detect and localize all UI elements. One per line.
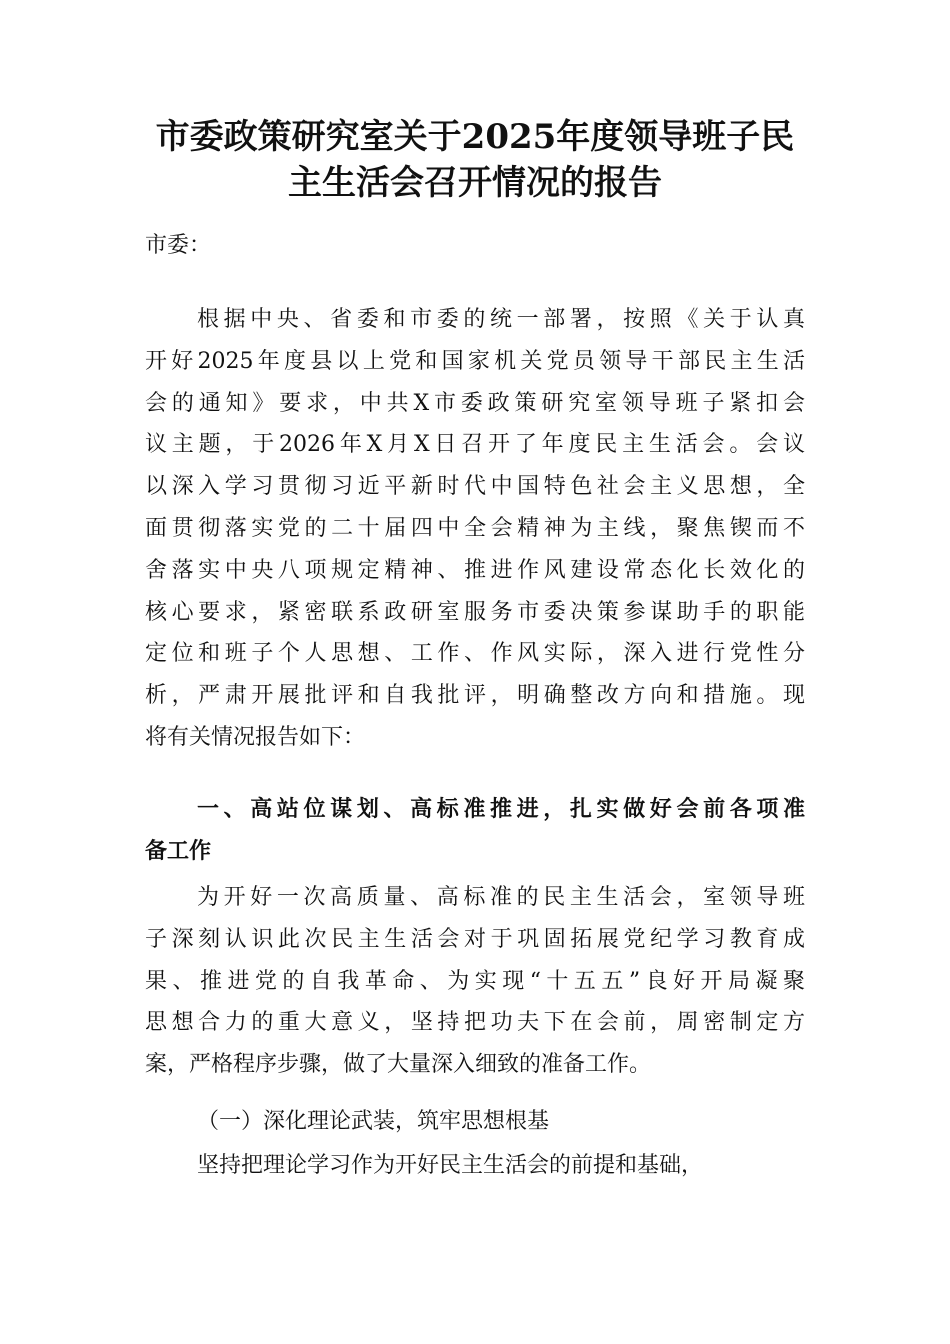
paragraph-line: 以深入学习贯彻习近平新时代中国特色社会主义思想，全: [145, 474, 805, 500]
section-heading-line: 一、高站位谋划、高标准推进，扎实做好会前各项准: [197, 797, 805, 822]
paragraph-line: 舍落实中央八项规定精神、推进作风建设常态化长效化的: [145, 557, 805, 583]
paragraph-line: 开好2025年度县以上党和国家机关党员领导干部民主生活: [145, 348, 805, 374]
paragraph-line: 根据中央、省委和市委的统一部署，按照《关于认真: [197, 307, 805, 332]
document-title: [140, 114, 810, 206]
paragraph-line: 将有关情况报告如下：: [145, 725, 366, 750]
paragraph-line: 果、推进党的自我革命、为实现“十五五”良好开局凝聚: [145, 968, 805, 994]
paragraph-line: 案，严格程序步骤，做了大量深入细致的准备工作。: [145, 1052, 652, 1078]
title-line: 市委政策研究室关于2025年度领导班子民: [155, 117, 795, 157]
section-heading-line: 备工作: [145, 838, 212, 864]
salutation: 市委：: [145, 233, 212, 258]
paragraph-line: 思想合力的重大意义，坚持把功夫下在会前，周密制定方: [145, 1010, 805, 1036]
paragraph-line: 析，严肃开展批评和自我批评，明确整改方向和措施。现: [145, 683, 805, 709]
paragraph-line: 会的通知》要求，中共X市委政策研究室领导班子紧扣会: [145, 390, 805, 416]
paragraph-line: 核心要求，紧密联系政研室服务市委决策参谋助手的职能: [145, 599, 805, 625]
title-line: 主生活会召开情况的报告: [288, 163, 662, 203]
subsection-heading: （一）深化理论武装，筑牢思想根基: [197, 1109, 550, 1134]
paragraph-line: 坚持把理论学习作为开好民主生活会的前提和基础，: [197, 1153, 704, 1178]
paragraph-line: 为开好一次高质量、高标准的民主生活会，室领导班: [197, 885, 805, 910]
paragraph-line: 子深刻认识此次民主生活会对于巩固拓展党纪学习教育成: [145, 926, 805, 952]
paragraph-line: 面贯彻落实党的二十届四中全会精神为主线，聚焦锲而不: [145, 516, 805, 541]
paragraph-line: 定位和班子个人思想、工作、作风实际，深入进行党性分: [145, 641, 805, 667]
paragraph-line: 议主题，于2026年X月X日召开了年度民主生活会。会议: [145, 432, 805, 458]
